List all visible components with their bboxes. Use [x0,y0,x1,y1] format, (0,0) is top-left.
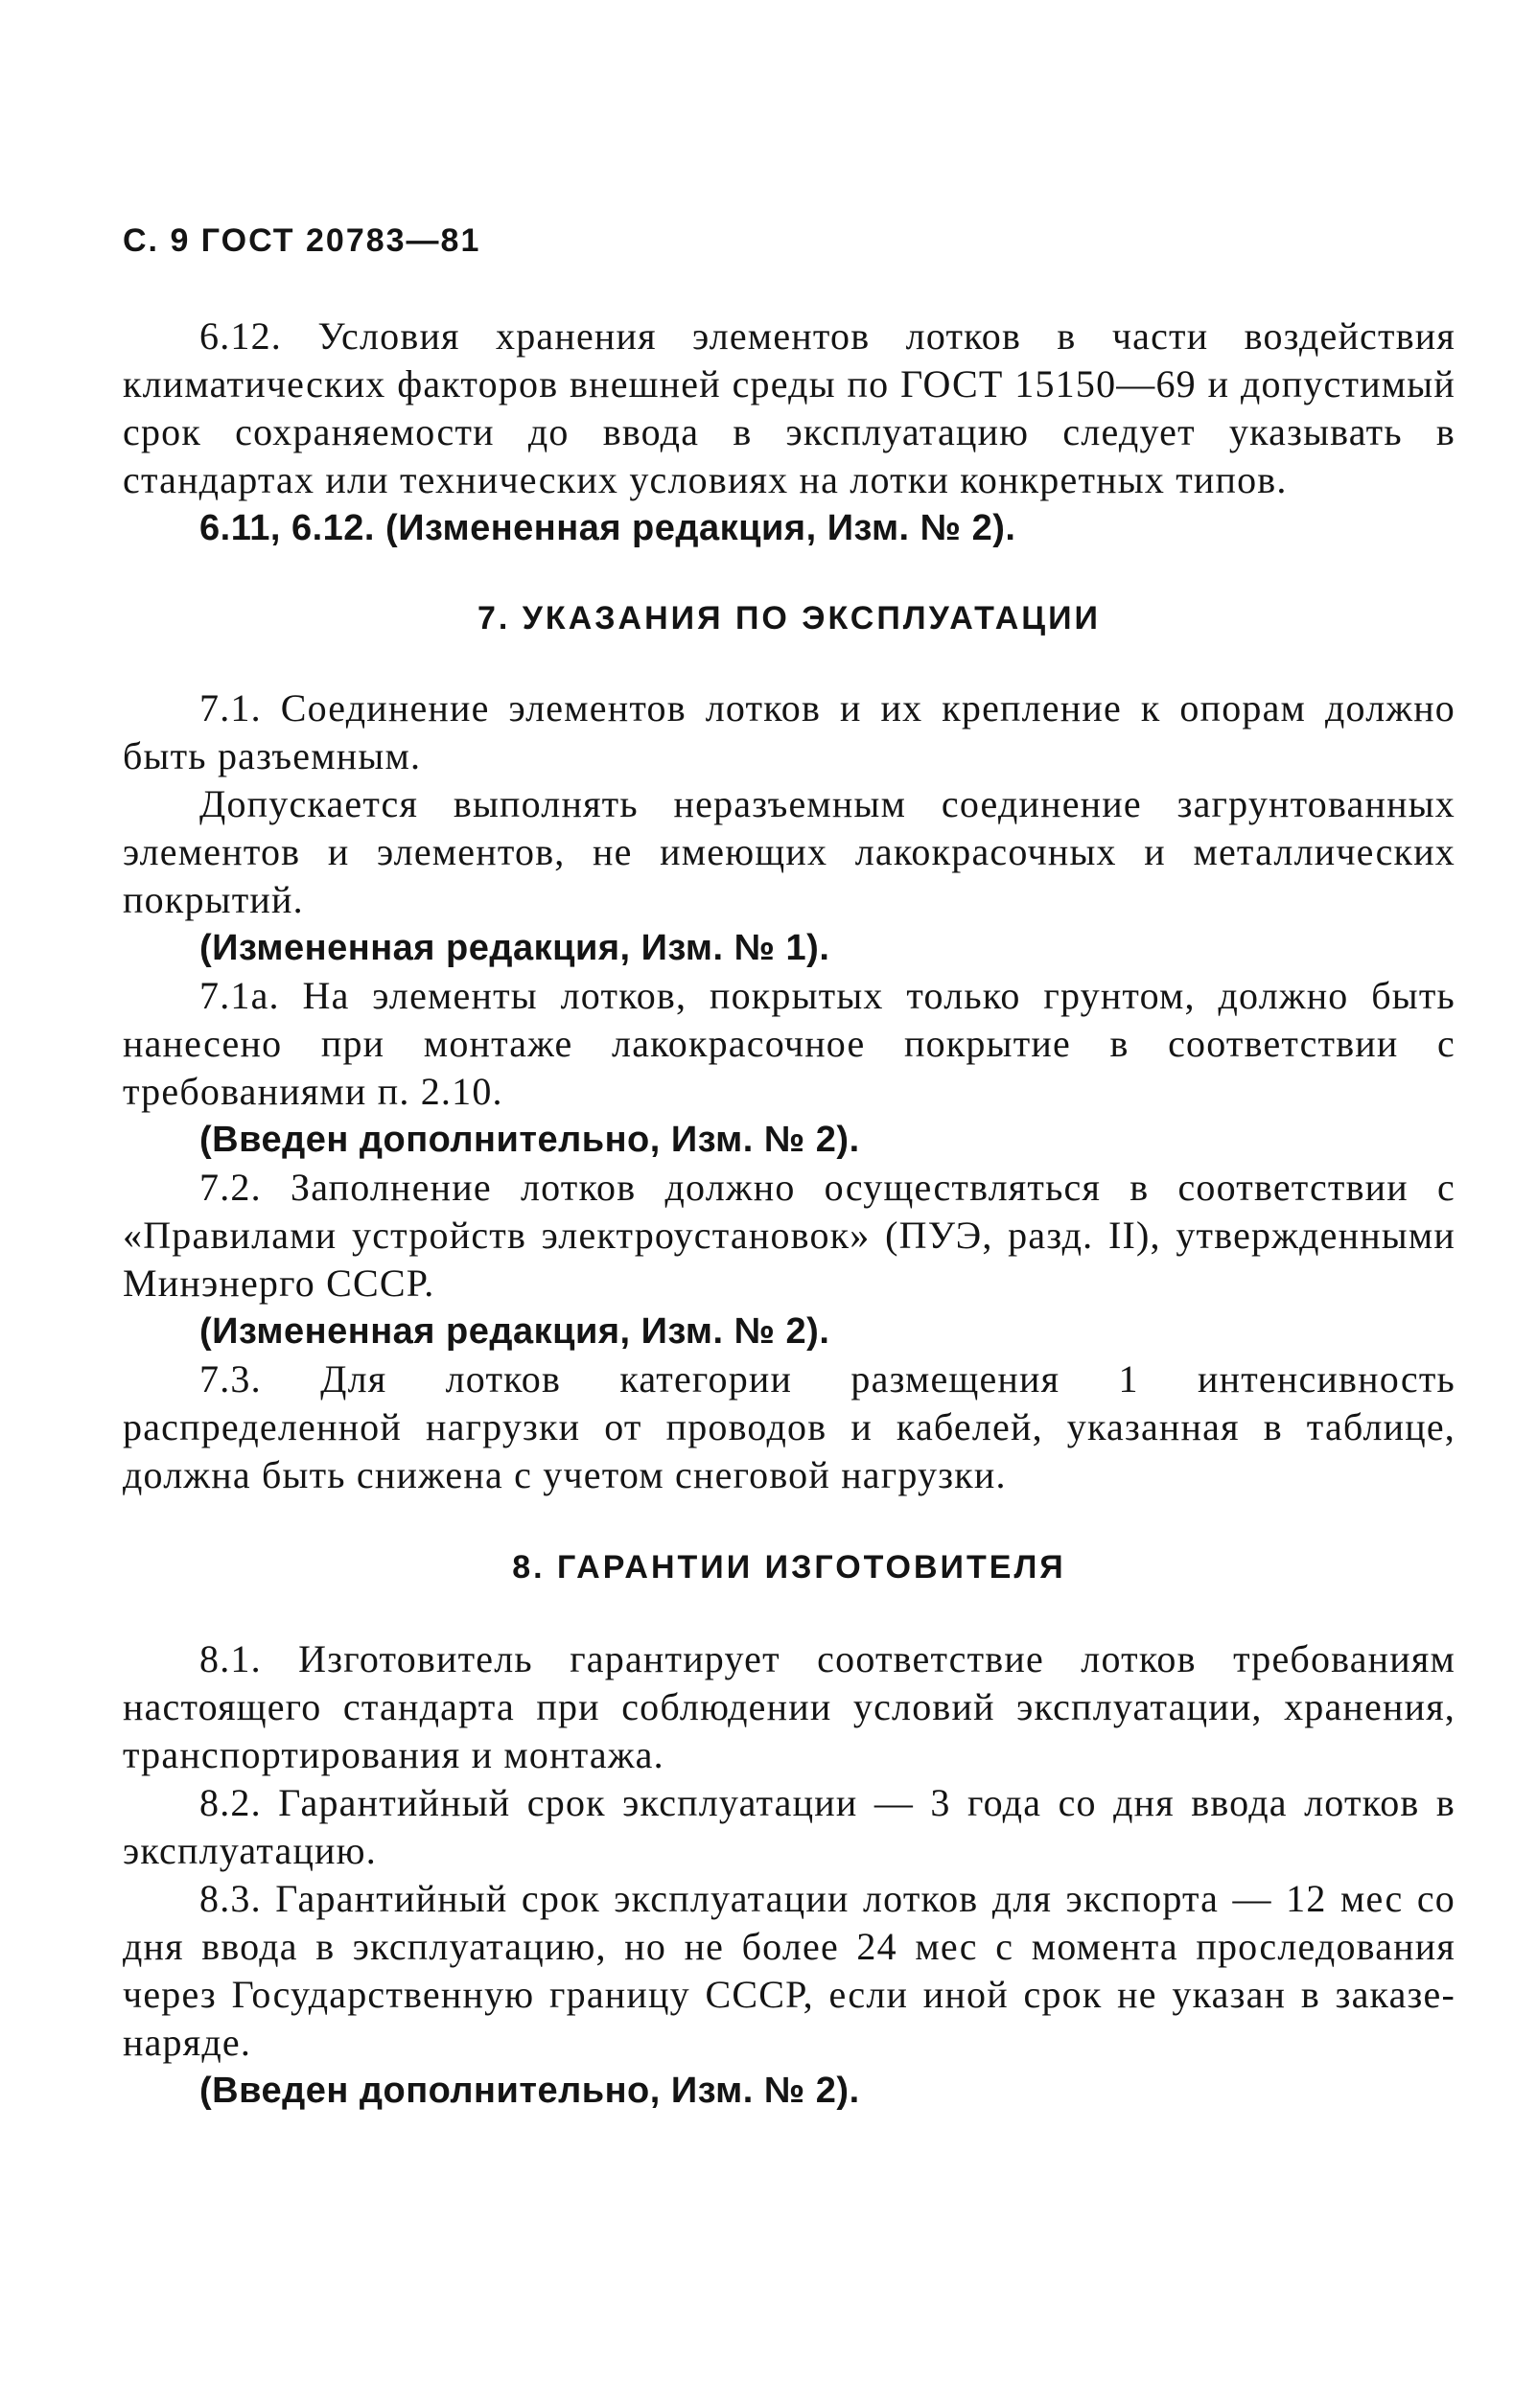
paragraph-7-1: 7.1. Соединение элементов лотков и их крепление к опорам должно быть разъемным. [123,686,1455,777]
amendment-note: (Измененная редакция, Изм. № 2). [199,1311,830,1352]
amendment-note: (Измененная редакция, Изм. № 1). [199,928,830,968]
paragraph-8-3: 8.3. Гарантийный срок эксплуатации лотков для экспорта — 12 мес со дня ввода в эксплуатацию, но не более 24 мес с момента проследования через Государственную границу СССР, если иной срок не указан в заказе-наряде. [123,1877,1455,2064]
paragraph-8-2: 8.2. Гарантийный срок эксплуатации — 3 года со дня ввода лотков в эксплуатацию. [123,1781,1455,1872]
section-heading-8: 8. ГАРАНТИИ ИЗГОТОВИТЕЛЯ [512,1549,1066,1586]
paragraph-7-2: 7.2. Заполнение лотков должно осуществляться в соответствии с «Правилами устройств электроустановок» (ПУЭ, разд. II), утвержденными Минэнерго СССР. [123,1166,1455,1305]
amendment-note: (Введен дополнительно, Изм. № 2). [199,2071,860,2111]
paragraph-6-12: 6.12. Условия хранения элементов лотков в части воздействия климатических факторов внешней среды по ГОСТ 15150—69 и допустимый срок сохраняемости до ввода в эксплуатацию следует указывать в стандартах или технических условиях на лотки конкретных типов. [123,314,1455,501]
document-body [123,313,1455,2115]
paragraph-8-1: 8.1. Изготовитель гарантирует соответствие лотков требованиям настоящего стандарта при соблюдении условий эксплуатации, хранения, транспортирования и монтажа. [123,1637,1455,1776]
paragraph-7-1a: 7.1а. На элементы лотков, покрытых только грунтом, должно быть нанесено при монтаже лакокрасочное покрытие в соответствии с требованиями п. 2.10. [123,974,1455,1113]
amendment-note: (Введен дополнительно, Изм. № 2). [199,1120,860,1160]
amendment-note: 6.11, 6.12. (Измененная редакция, Изм. № 2). [199,508,1016,548]
paragraph-7-1-note: Допускается выполнять неразъемным соединение загрунтованных элементов и элементов, не имеющих лакокрасочных и металлических покрытий. [123,782,1455,921]
page-header: С. 9 ГОСТ 20783—81 [123,222,481,259]
section-heading-7: 7. УКАЗАНИЯ ПО ЭКСПЛУАТАЦИИ [477,600,1101,637]
paragraph-7-3: 7.3. Для лотков категории размещения 1 интенсивность распределенной нагрузки от проводов и кабелей, указанная в таблице, должна быть снижена с учетом снеговой нагрузки. [123,1357,1455,1496]
